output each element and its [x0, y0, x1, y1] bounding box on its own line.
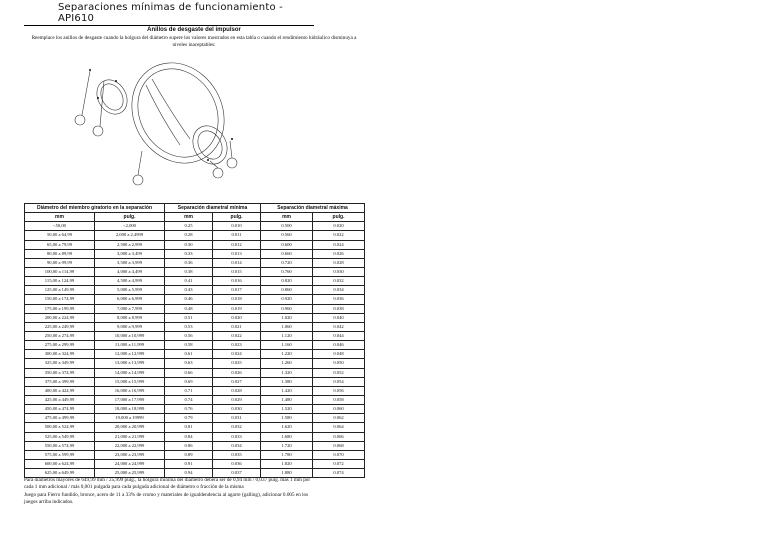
table-cell: 1.060: [261, 322, 313, 331]
table-cell: 0.860: [261, 286, 313, 295]
table-cell: 0.81: [165, 423, 213, 432]
table-cell: 0.033: [213, 432, 261, 441]
table-row: [25, 322, 365, 331]
table-cell: 0.026: [313, 249, 365, 258]
table-cell: 0.94: [165, 469, 213, 478]
table-cell: 300,00 a 324,99: [25, 350, 95, 359]
table-cell: 0.030: [213, 405, 261, 414]
table-row: [25, 377, 365, 386]
table-cell: 275,00 a 299,99: [25, 341, 95, 350]
table-cell: 6,000 a 6,999: [95, 295, 165, 304]
table-cell: 0.036: [313, 295, 365, 304]
table-cell: 0.028: [213, 386, 261, 395]
table-cell: 0.060: [313, 405, 365, 414]
table-cell: 3,500 a 3,999: [95, 258, 165, 267]
table-cell: 0.034: [313, 286, 365, 295]
table-cell: 0.960: [261, 304, 313, 313]
table-row: [25, 350, 365, 359]
table-cell: 0.86: [165, 441, 213, 450]
table-cell: 1.160: [261, 341, 313, 350]
table-cell: 8,000 a 8,999: [95, 313, 165, 322]
table-row: [25, 249, 365, 258]
table-cell: 9,000 a 9,999: [95, 322, 165, 331]
impeller-wear-ring-drawing: [60, 55, 260, 195]
table-cell: 450,00 a 474,99: [25, 405, 95, 414]
table-row: [25, 258, 365, 267]
table-cell: 0.058: [313, 395, 365, 404]
table-cell: 1.380: [261, 377, 313, 386]
table-cell: 0.69: [165, 377, 213, 386]
table-cell: 0.79: [165, 414, 213, 423]
table-cell: 0.018: [213, 295, 261, 304]
column-header-in: pulg.: [95, 213, 165, 222]
table-cell: 0.61: [165, 350, 213, 359]
table-row: [25, 240, 365, 249]
table-cell: 0.029: [213, 395, 261, 404]
table-cell: 0.017: [213, 286, 261, 295]
table-cell: 12,000 a 12,999: [95, 350, 165, 359]
table-row: [25, 286, 365, 295]
table-cell: 0.037: [213, 469, 261, 478]
table-row: [25, 459, 365, 468]
table-cell: 0.012: [213, 240, 261, 249]
table-cell: 0.36: [165, 258, 213, 267]
table-cell: 1.020: [261, 313, 313, 322]
table-cell: <50,00: [25, 222, 95, 231]
column-header-in: pulg.: [213, 213, 261, 222]
table-cell: 0.53: [165, 322, 213, 331]
table-cell: 600,00 a 624,99: [25, 459, 95, 468]
table-cell: 1.320: [261, 368, 313, 377]
table-cell: 90,00 a 99,99: [25, 258, 95, 267]
table-cell: 0.013: [213, 249, 261, 258]
table-cell: 0.020: [213, 313, 261, 322]
table-cell: 0.28: [165, 231, 213, 240]
table-cell: 20,000 a 20,999: [95, 423, 165, 432]
table-cell: 0.024: [213, 350, 261, 359]
table-cell: 475,00 a 499,99: [25, 414, 95, 423]
table-cell: 65,00 a 79,99: [25, 240, 95, 249]
table-row: [25, 441, 365, 450]
table-cell: 425,00 a 449,99: [25, 395, 95, 404]
table-cell: 14,000 a 14,999: [95, 368, 165, 377]
table-cell: 0.022: [313, 231, 365, 240]
table-cell: 0.046: [313, 341, 365, 350]
column-group-min-clearance: Separación diametral mínima: [165, 204, 261, 213]
table-cell: 0.066: [313, 432, 365, 441]
table-cell: 0.048: [313, 350, 365, 359]
table-row: [25, 386, 365, 395]
table-cell: 100,00 a 114,99: [25, 267, 95, 276]
table-cell: 22,000 a 22,999: [95, 441, 165, 450]
table-row: [25, 267, 365, 276]
table-cell: 0.023: [213, 341, 261, 350]
table-cell: 125,00 a 149,99: [25, 286, 95, 295]
table-cell: 25,000 a 25,999: [95, 469, 165, 478]
table-cell: 7,000 a 7,999: [95, 304, 165, 313]
table-cell: 0.032: [213, 423, 261, 432]
table-cell: 17,000 a 17,999: [95, 395, 165, 404]
table-cell: 0.025: [213, 359, 261, 368]
table-cell: 1.820: [261, 459, 313, 468]
table-cell: 0.920: [261, 295, 313, 304]
table-cell: 0.014: [213, 258, 261, 267]
table-cell: 15,000 a 15,999: [95, 377, 165, 386]
table-cell: 1.720: [261, 441, 313, 450]
table-cell: 0.560: [261, 231, 313, 240]
table-cell: 3,000 a 3,499: [95, 249, 165, 258]
table-cell: 0.58: [165, 341, 213, 350]
table-cell: 4,500 a 4,999: [95, 277, 165, 286]
table-row: [25, 368, 365, 377]
table-cell: 0.89: [165, 450, 213, 459]
table-cell: 0.044: [313, 331, 365, 340]
table-unit-header-row: [25, 213, 365, 222]
table-cell: 1.120: [261, 331, 313, 340]
table-cell: 1.880: [261, 469, 313, 478]
table-cell: <2,000: [95, 222, 165, 231]
table-cell: 0.011: [213, 231, 261, 240]
table-cell: 0.48: [165, 304, 213, 313]
table-cell: 625,00 a 649,99: [25, 469, 95, 478]
table-cell: 0.46: [165, 295, 213, 304]
table-row: [25, 423, 365, 432]
wear-ring-clearance-table: [24, 203, 365, 478]
table-cell: 575,00 a 599,99: [25, 450, 95, 459]
table-cell: 0.016: [213, 277, 261, 286]
table-cell: 0.019: [213, 304, 261, 313]
table-group-header-row: [25, 204, 365, 213]
table-cell: 0.66: [165, 368, 213, 377]
table-cell: 0.600: [261, 240, 313, 249]
table-cell: 0.020: [313, 222, 365, 231]
footnote-galling-materials: Juego para Fierro fundido, bronce, acero de 11 a 33% de cromo y materiales de igualdendencia al agarre (galling), adicionar 0.005 en los juegos arriba indicados.: [24, 491, 309, 505]
column-group-max-clearance: Separación diametral máxima: [261, 204, 365, 213]
table-cell: 1.420: [261, 386, 313, 395]
table-cell: 80,00 a 89,99: [25, 249, 95, 258]
table-cell: 0.76: [165, 405, 213, 414]
table-row: [25, 432, 365, 441]
table-cell: 0.021: [213, 322, 261, 331]
table-cell: 0.056: [313, 386, 365, 395]
table-cell: 0.035: [213, 450, 261, 459]
table-cell: 0.068: [313, 441, 365, 450]
table-cell: 0.027: [213, 377, 261, 386]
table-cell: 0.034: [213, 441, 261, 450]
table-cell: 0.022: [213, 331, 261, 340]
table-cell: 0.072: [313, 459, 365, 468]
table-cell: 0.500: [261, 222, 313, 231]
table-cell: 16,000 a 16,999: [95, 386, 165, 395]
table-row: [25, 313, 365, 322]
table-cell: 0.040: [313, 313, 365, 322]
table-cell: 0.031: [213, 414, 261, 423]
table-cell: 0.026: [213, 368, 261, 377]
table-cell: 0.024: [313, 240, 365, 249]
table-cell: 115,00 a 124,99: [25, 277, 95, 286]
page-title: Separaciones mínimas de funcionamiento - API610: [24, 2, 314, 26]
table-cell: 0.63: [165, 359, 213, 368]
column-header-mm: mm: [165, 213, 213, 222]
table-cell: 0.050: [313, 359, 365, 368]
table-cell: 21,000 a 21,999: [95, 432, 165, 441]
table-cell: 0.052: [313, 368, 365, 377]
table-cell: 0.660: [261, 249, 313, 258]
table-cell: 0.064: [313, 423, 365, 432]
section-subtitle: Anillos de desgaste del impulsor: [147, 27, 241, 33]
table-cell: 0.43: [165, 286, 213, 295]
table-cell: 325,00 a 349,99: [25, 359, 95, 368]
table-cell: 1.580: [261, 414, 313, 423]
table-cell: 225,00 a 249,99: [25, 322, 95, 331]
table-cell: 0.33: [165, 249, 213, 258]
table-cell: 0.074: [313, 469, 365, 478]
table-row: [25, 304, 365, 313]
table-cell: 0.820: [261, 277, 313, 286]
table-cell: 5,000 a 5,999: [95, 286, 165, 295]
table-cell: 0.84: [165, 432, 213, 441]
table-cell: 10,000 a 10,999: [95, 331, 165, 340]
table-cell: 23,000 a 23,999: [95, 450, 165, 459]
table-cell: 0.51: [165, 313, 213, 322]
table-row: [25, 359, 365, 368]
table-row: [25, 395, 365, 404]
table-row: [25, 295, 365, 304]
table-body: [25, 222, 365, 478]
table-cell: 150,00 a 174,99: [25, 295, 95, 304]
table-cell: 0.036: [213, 459, 261, 468]
table-cell: 400,00 a 424,99: [25, 386, 95, 395]
table-cell: 0.91: [165, 459, 213, 468]
table-row: [25, 341, 365, 350]
table-cell: 0.032: [313, 277, 365, 286]
table-cell: 550,00 a 574,99: [25, 441, 95, 450]
table-cell: 0.030: [313, 267, 365, 276]
table-cell: 1.260: [261, 359, 313, 368]
table-cell: 13,000 a 13,999: [95, 359, 165, 368]
table-cell: 1.520: [261, 405, 313, 414]
table-cell: 0.070: [313, 450, 365, 459]
table-row: [25, 450, 365, 459]
table-cell: 2,000 a 2,4999: [95, 231, 165, 240]
table-cell: 19,000 a 19999: [95, 414, 165, 423]
table-cell: 0.41: [165, 277, 213, 286]
table-cell: 250,00 a 274,99: [25, 331, 95, 340]
table-cell: 525,00 a 549,99: [25, 432, 95, 441]
table-cell: 2,500 a 2,999: [95, 240, 165, 249]
table-cell: 1.680: [261, 432, 313, 441]
table-cell: 0.042: [313, 322, 365, 331]
table-row: [25, 222, 365, 231]
table-cell: 0.010: [213, 222, 261, 231]
table-cell: 350,00 a 374,99: [25, 368, 95, 377]
table-cell: 1.220: [261, 350, 313, 359]
column-header-mm: mm: [25, 213, 95, 222]
table-cell: 0.56: [165, 331, 213, 340]
table-cell: 0.720: [261, 258, 313, 267]
table-row: [25, 405, 365, 414]
table-cell: 18,000 a 18,999: [95, 405, 165, 414]
table-cell: 0.74: [165, 395, 213, 404]
table-cell: 0.054: [313, 377, 365, 386]
table-cell: 1.480: [261, 395, 313, 404]
table-cell: 375,00 a 399,99: [25, 377, 95, 386]
intro-paragraph: Reemplace los anillos de desgaste cuando la holgura del diámetro supere los valores mostrados en esta tabla o cuando el rendimiento hidráulico disminuya a niveles inaceptables:: [31, 35, 357, 48]
table-cell: 200,00 a 224,99: [25, 313, 95, 322]
table-cell: 0.760: [261, 267, 313, 276]
table-cell: 0.062: [313, 414, 365, 423]
table-cell: 0.015: [213, 267, 261, 276]
column-header-mm: mm: [261, 213, 313, 222]
table-row: [25, 277, 365, 286]
table-row: [25, 414, 365, 423]
table-cell: 0.71: [165, 386, 213, 395]
table-cell: 500,00 a 524,99: [25, 423, 95, 432]
table-row: [25, 331, 365, 340]
table-cell: 4,000 a 4,499: [95, 267, 165, 276]
table-cell: 0.25: [165, 222, 213, 231]
table-cell: 1.620: [261, 423, 313, 432]
table-cell: 24,000 a 24,999: [95, 459, 165, 468]
column-header-in: pulg.: [313, 213, 365, 222]
table-cell: 0.30: [165, 240, 213, 249]
table-cell: 11,000 a 11,999: [95, 341, 165, 350]
footnote-large-diameter: Para diámetros mayores de 649,99 mm / 25,999 pulg., la holgura mínima del diámetro deberá ser de 0,94 mm / 0,037 pulg. más 1 mm por cada 1 mm adicional / más 0,001 pulgada para cada pulgada adicional de diámetro o fracción de la misma: [24, 477, 311, 491]
table-cell: 1.780: [261, 450, 313, 459]
table-cell: 0.38: [165, 267, 213, 276]
table-cell: 50,00 a 64,99: [25, 231, 95, 240]
table-row: [25, 231, 365, 240]
column-group-diameter: Diámetro del miembro giratorio en la separación: [25, 204, 165, 213]
table-cell: 0.038: [313, 304, 365, 313]
table-cell: 175,00 a 199,99: [25, 304, 95, 313]
footnotes: [24, 477, 314, 506]
table-cell: 0.028: [313, 258, 365, 267]
